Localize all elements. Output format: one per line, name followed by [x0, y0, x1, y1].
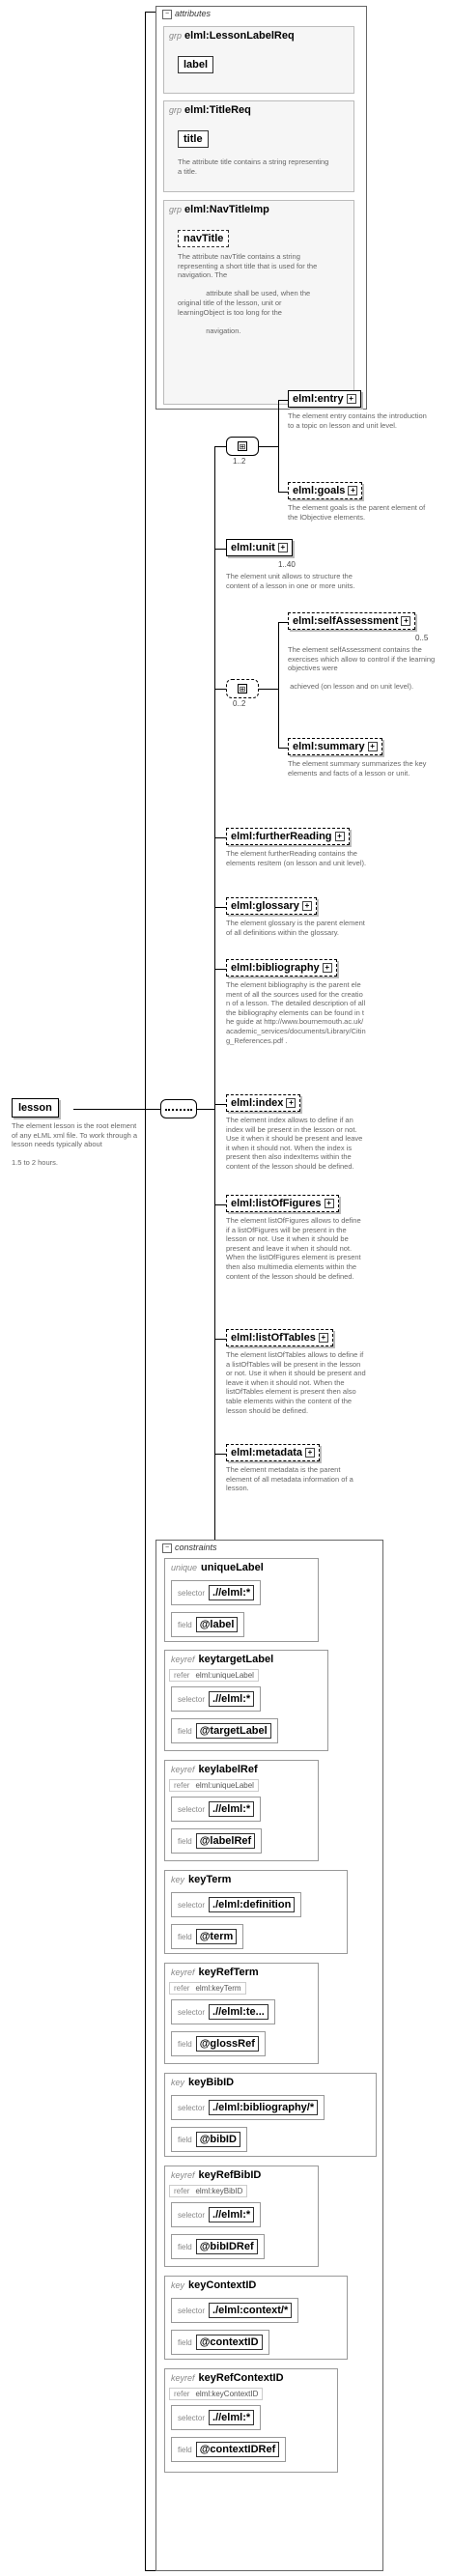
constraint-heading: [171, 2372, 284, 2384]
choice2-stub-self: [278, 622, 288, 623]
element-index[interactable]: [226, 1094, 300, 1112]
constraint-heading: [171, 1764, 258, 1775]
constraint-field[interactable]: field @bibIDRef: [171, 2234, 265, 2259]
element-selfassessment-label: elml:selfAssessment: [293, 615, 399, 627]
choice1-stub-entry: [278, 400, 288, 401]
stub-listoffigures: [214, 1204, 226, 1205]
stub-choice2: [214, 689, 226, 690]
element-selfassessment-doc: The element selfAssessment contains the exercises which allow to control if the learning objectives were achieved (on lesson and on unit level).: [288, 645, 436, 692]
constraint-kind: key: [171, 2078, 185, 2087]
collapse-icon[interactable]: −: [162, 1543, 172, 1553]
choice1-out: [259, 446, 278, 447]
element-entry[interactable]: [288, 390, 361, 408]
attributes-section-title: − attributes: [162, 9, 211, 19]
sequence-compositor[interactable]: [160, 1099, 197, 1118]
choice-1-cardinality: 1..2: [233, 457, 246, 466]
expand-icon[interactable]: +: [319, 1333, 328, 1343]
stub-choice1: [214, 446, 226, 447]
attribute-group-lessonlabelreq: [163, 26, 354, 94]
attribute-doc: The attribute title contains a string representing a title.: [178, 157, 331, 176]
element-glossary-doc: The element glossary is the parent element of all definitions within the glossary.: [226, 919, 367, 937]
constraint-selector[interactable]: selector .//elml:*: [171, 1686, 261, 1712]
stub-index: [214, 1104, 226, 1105]
element-index-doc: The element index allows to define if an index will be present in the lesson or not. Use it when it should be present and leave it when it should not. When the index is present then also indexItems within the content of the lesson should be defined.: [226, 1116, 365, 1171]
constraint-field[interactable]: field @targetLabel: [171, 1718, 278, 1743]
element-bibliography-doc: The element bibliography is the parent element of all the sources used for the creation of a lesson. The detailed description of all the bibliography elements can be found in the guide at http://www.bournemouth.ac.uk/academic_services/documents/Library/Citing_References.pdf .: [226, 980, 368, 1045]
expand-icon[interactable]: +: [335, 832, 345, 841]
group-kind: grp: [169, 105, 183, 115]
constraints-section-title: − constraints: [162, 1543, 217, 1553]
constraint-selector[interactable]: selector ./elml:bibliography/*: [171, 2095, 325, 2120]
stub-bibliography: [214, 969, 226, 970]
element-goals-doc: The element goals is the parent element of the lObjective elements.: [288, 503, 428, 522]
constraint-name: keyTerm: [188, 1874, 232, 1885]
constraint-selector[interactable]: selector .//elml:*: [171, 1580, 261, 1605]
choice2-stub-summary: [278, 748, 288, 749]
element-listoffigures[interactable]: [226, 1195, 339, 1212]
constraint-heading: [171, 2169, 261, 2181]
element-summary-doc: The element summary summarizes the key elements and facts of a lesson or unit.: [288, 759, 429, 778]
sequence-dots: [165, 1109, 192, 1111]
choice-icon: ⊞: [239, 685, 246, 694]
attributes-section: [155, 6, 367, 410]
element-furtherreading[interactable]: [226, 828, 350, 845]
constraint-heading: [171, 1967, 259, 1978]
constraint-selector[interactable]: selector .//elml:te...: [171, 1999, 275, 2024]
element-metadata[interactable]: [226, 1444, 320, 1461]
element-goals[interactable]: [288, 482, 362, 499]
element-listoffigures-doc: The element listOfFigures allows to define if a listOfFigures will be present in the lesson or not. Use it when it should be present and leave it when it should not. When the listOfFigures element is present then also multimedia elements within the content of the lesson should be defined.: [226, 1216, 363, 1281]
constraint-keyrefcontextid: [164, 2368, 338, 2473]
constraint-keyrefbibid: [164, 2166, 319, 2267]
constraint-selector[interactable]: selector .//elml:*: [171, 2405, 261, 2430]
constraint-name: keyBibID: [188, 2077, 235, 2088]
constraint-name: keyRefTerm: [198, 1967, 259, 1978]
constraint-name: keyRefContextID: [198, 2372, 284, 2384]
choice-2-cardinality: 0..2: [233, 699, 246, 708]
expand-icon[interactable]: +: [305, 1448, 315, 1458]
element-bibliography[interactable]: [226, 959, 337, 977]
stub-unit: [214, 549, 226, 550]
attribute-navtitle[interactable]: navTitle: [178, 230, 229, 247]
stub-furtherreading: [214, 837, 226, 838]
element-selfassessment-cardinality: 0..5: [415, 634, 429, 642]
root-element-lesson[interactable]: lesson: [12, 1098, 59, 1118]
element-furtherreading-label: elml:furtherReading: [231, 831, 332, 842]
constraint-heading: [171, 1654, 273, 1665]
choice2-out: [259, 689, 278, 690]
constraint-field[interactable]: field @bibID: [171, 2127, 247, 2152]
constraint-uniquelabel: [164, 1558, 319, 1642]
constraints-connector-tip: [145, 2570, 155, 2571]
element-index-label: elml:index: [231, 1097, 284, 1109]
constraint-name: keyContextID: [188, 2279, 257, 2291]
constraint-kind: key: [171, 1875, 185, 1884]
group-kind: grp: [169, 205, 183, 214]
attribute-title[interactable]: title: [178, 130, 209, 148]
constraint-refer: refer elml:keyBibID: [169, 2185, 247, 2197]
expand-icon[interactable]: +: [325, 1199, 334, 1208]
group-heading: [169, 30, 295, 42]
element-listoftables-label: elml:listOfTables: [231, 1332, 316, 1344]
element-selfassessment[interactable]: [288, 612, 415, 630]
choice1-bus: [278, 400, 279, 492]
root-doc: The element lesson is the root element of any eLML xml file. To work through a lesson needs typically about 1.5 to 2 hours.: [12, 1121, 138, 1168]
constraints-connector: [145, 1109, 146, 2571]
element-unit[interactable]: [226, 539, 293, 556]
attributes-connector: [145, 12, 146, 1109]
group-heading: [169, 104, 251, 116]
element-metadata-label: elml:metadata: [231, 1447, 302, 1458]
constraint-field[interactable]: field @label: [171, 1612, 244, 1637]
constraint-heading: [171, 1874, 231, 1885]
constraint-kind: keyref: [171, 2170, 195, 2180]
element-glossary-label: elml:glossary: [231, 900, 299, 912]
attribute-label[interactable]: label: [178, 56, 213, 73]
constraint-heading: [171, 2279, 256, 2291]
constraint-kind: unique: [171, 1563, 198, 1572]
choice-icon: ⊞: [239, 442, 246, 451]
constraint-heading: [171, 2077, 234, 2088]
constraint-selector[interactable]: selector .//elml:*: [171, 2202, 261, 2227]
constraint-name: keytargetLabel: [198, 1654, 274, 1665]
group-name: elml:TitleReq: [184, 104, 251, 116]
constraint-name: uniqueLabel: [201, 1562, 264, 1573]
constraint-field[interactable]: field @glossRef: [171, 2031, 266, 2056]
element-summary-label: elml:summary: [293, 741, 365, 752]
element-listoftables[interactable]: [226, 1329, 333, 1346]
stub-metadata: [214, 1454, 226, 1455]
collapse-icon[interactable]: −: [162, 10, 172, 19]
expand-icon[interactable]: +: [323, 963, 332, 973]
constraint-selector[interactable]: selector ./elml:definition: [171, 1892, 301, 1917]
expand-icon[interactable]: +: [368, 742, 378, 751]
stub-listoftables: [214, 1339, 226, 1340]
expand-icon[interactable]: +: [401, 616, 410, 626]
choice2-bus: [278, 622, 279, 748]
choice-compositor-2[interactable]: [226, 679, 259, 698]
element-listoftables-doc: The element listOfTables allows to define if a listOfTables will be present in the lesson or not. Use it when it should be present and leave it when it should not. When the listOfTables element is present then also table elements within the content of the lesson should be defined.: [226, 1350, 368, 1415]
stub-glossary: [214, 907, 226, 908]
constraint-name: keyRefBibID: [198, 2169, 262, 2181]
constraint-kind: keyref: [171, 1655, 195, 1664]
element-bibliography-label: elml:bibliography: [231, 962, 320, 974]
constraint-kind: keyref: [171, 1967, 195, 1977]
group-kind: grp: [169, 31, 183, 41]
expand-icon[interactable]: +: [302, 901, 312, 911]
constraint-field[interactable]: field @contextID: [171, 2330, 269, 2355]
element-entry-doc: The element entry contains the introduction to a topic on lesson and unit level.: [288, 411, 429, 430]
constraint-keybibid: [164, 2073, 377, 2157]
constraint-keyterm: [164, 1870, 348, 1954]
constraint-heading: [171, 1562, 264, 1573]
attributes-connector-tip: [145, 12, 155, 13]
constraint-field[interactable]: field @term: [171, 1924, 243, 1949]
element-metadata-doc: The element metadata is the parent element of all metadata information of a lesson.: [226, 1465, 355, 1493]
group-name: elml:NavTitleImp: [184, 204, 269, 215]
element-entry-label: elml:entry: [293, 393, 344, 405]
constraint-keycontextid: [164, 2276, 348, 2360]
constraint-refer: refer elml:keyContextID: [169, 2388, 263, 2400]
constraint-selector[interactable]: selector .//elml:*: [171, 1797, 261, 1822]
root-to-sequence-line: [73, 1109, 160, 1110]
constraint-selector[interactable]: selector ./elml:context/*: [171, 2298, 298, 2323]
attribute-group-navtitleimp: [163, 200, 354, 405]
expand-icon[interactable]: +: [278, 543, 288, 552]
sequence-out-line: [197, 1109, 214, 1110]
constraint-kind: keyref: [171, 1765, 195, 1774]
expand-icon[interactable]: +: [286, 1098, 296, 1108]
element-unit-label: elml:unit: [231, 542, 275, 553]
element-glossary[interactable]: [226, 897, 317, 915]
element-listoffigures-label: elml:listOfFigures: [231, 1198, 322, 1209]
constraint-field[interactable]: field @contextIDRef: [171, 2437, 286, 2462]
constraint-refer: refer elml:keyTerm: [169, 1982, 246, 1995]
constraint-refer: refer elml:uniqueLabel: [169, 1669, 259, 1682]
attribute-doc: The attribute navTitle contains a string representing a short title that is used for the navigation. The attribute shall be used, when the original title of the lesson, unit or learningObject is too long for the navigation.: [178, 252, 318, 335]
constraint-kind: key: [171, 2280, 185, 2290]
group-heading: [169, 204, 269, 215]
element-unit-doc: The element unit allows to structure the content of a lesson in one or more units.: [226, 572, 355, 590]
choice1-stub-goals: [278, 492, 288, 493]
constraint-keyrefterm: [164, 1963, 319, 2064]
constraint-keytargetlabel: [164, 1650, 328, 1751]
expand-icon[interactable]: +: [348, 486, 357, 495]
element-summary[interactable]: [288, 738, 382, 755]
expand-icon[interactable]: +: [347, 394, 356, 404]
attribute-group-titlereq: [163, 100, 354, 192]
element-furtherreading-doc: The element furtherReading contains the elements resItem (on lesson and unit level).: [226, 849, 367, 867]
constraint-keylabelref: [164, 1760, 319, 1861]
group-name: elml:LessonLabelReq: [184, 30, 295, 42]
element-goals-label: elml:goals: [293, 485, 346, 496]
constraint-name: keylabelRef: [198, 1764, 258, 1775]
constraint-kind: keyref: [171, 2373, 195, 2383]
element-unit-cardinality: 1..40: [278, 560, 296, 569]
constraint-refer: refer elml:uniqueLabel: [169, 1779, 259, 1792]
constraint-field[interactable]: field @labelRef: [171, 1828, 262, 1854]
choice-compositor-1[interactable]: [226, 437, 259, 456]
